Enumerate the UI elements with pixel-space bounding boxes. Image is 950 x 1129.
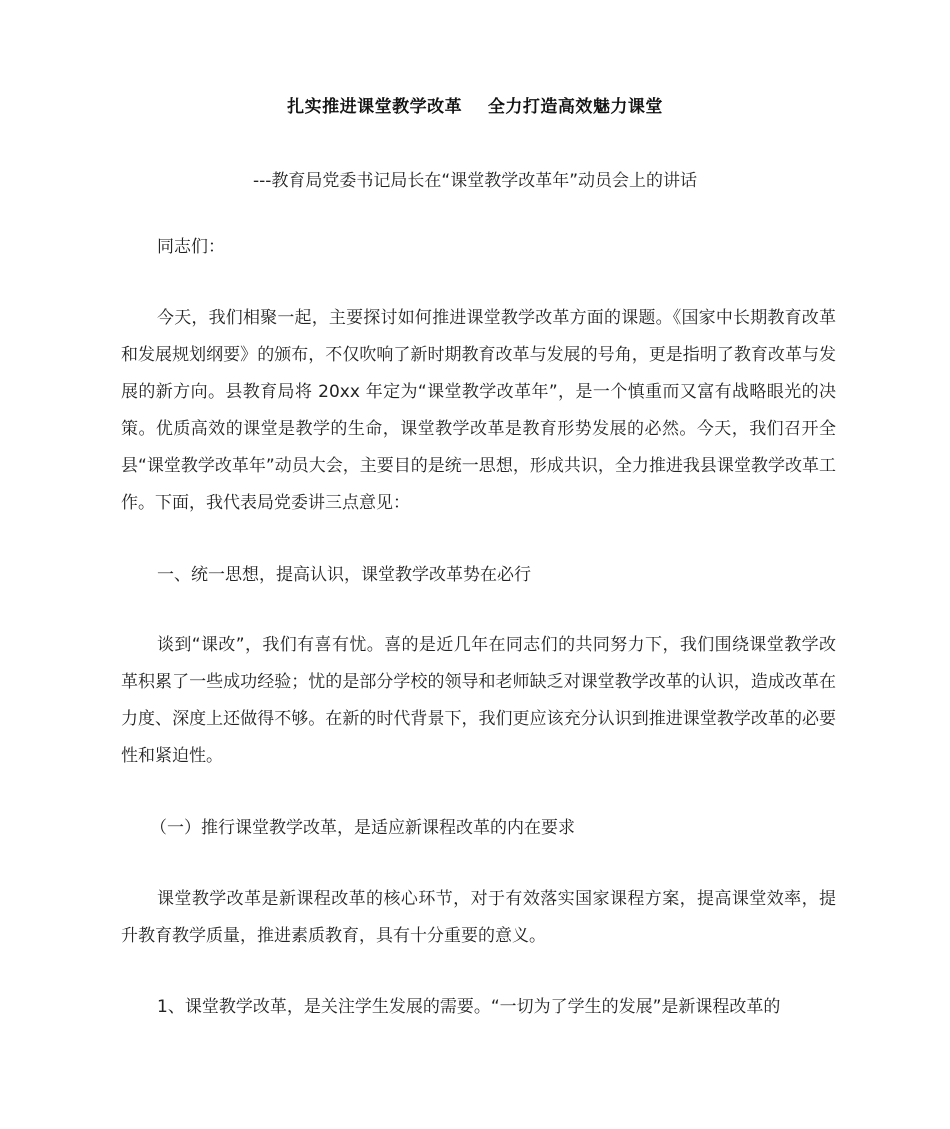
paragraph-subsection-1: 课堂教学改革是新课程改革的核心环节，对于有效落实国家课程方案，提高课堂效率，提升教育教学质量，推进素质教育，具有十分重要的意义。: [121, 889, 836, 946]
paragraph-point-1: 1、课堂教学改革，是关注学生发展的需要。“一切为了学生的发展”是新课程改革的: [157, 997, 781, 1017]
document-title: 扎实推进课堂教学改革 全力打造高效魅力课堂: [287, 97, 663, 117]
paragraph-intro: 今天，我们相聚一起，主要探讨如何推进课堂教学改革方面的课题。《国家中长期教育改革和发展规划纲要》的颁布，不仅吹响了新时期教育改革与发展的号角，更是指明了教育改革与发展的新方向。县教育局将 20xx 年定为“课堂教学改革年”，是一个慎重而又富有战略眼光的决策。优质高效的课堂是教学的生命，课堂教学改革是教育形势发展的必然。今天，我们召开全县“课堂教学改革年”动员大会，主要目的是统一思想，形成共识，全力推进我县课堂教学改革工作。下面，我代表局党委讲三点意见：: [121, 308, 836, 513]
subsection-heading-1: （一）推行课堂教学改革，是适应新课程改革的内在要求: [150, 818, 575, 838]
paragraph-section-1: 谈到“课改”，我们有喜有忧。喜的是近几年在同志们的共同努力下，我们围绕课堂教学改革积累了一些成功经验；忧的是部分学校的领导和老师缺乏对课堂教学改革的认识，造成改革在力度、深度上还做得不够。在新的时代背景下，我们更应该充分认识到推进课堂教学改革的必要性和紧迫性。: [121, 635, 836, 766]
document-subtitle: ---教育局党委书记局长在“课堂教学改革年”动员会上的讲话: [252, 171, 698, 191]
section-heading-1: 一、统一思想，提高认识，课堂教学改革势在必行: [157, 565, 531, 585]
salutation: 同志们：: [157, 237, 225, 257]
